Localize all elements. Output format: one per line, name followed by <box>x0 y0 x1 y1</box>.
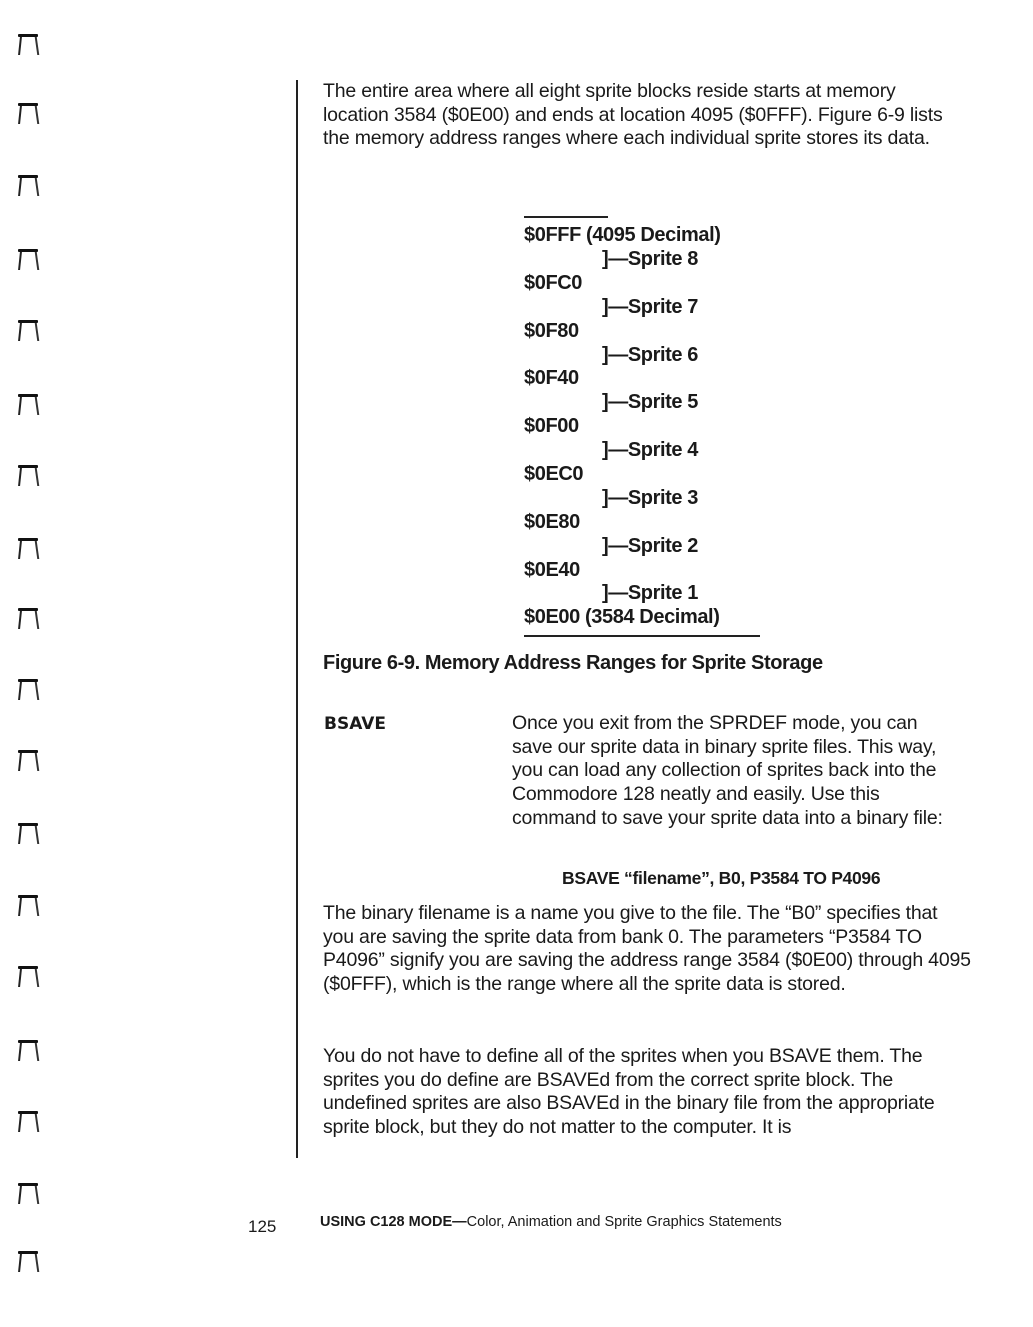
bsave-term: BSAVE <box>324 714 386 734</box>
memory-address: $0F80 <box>524 320 579 342</box>
binder-tab <box>14 34 40 60</box>
memory-address-top: $0FFF (4095 Decimal) <box>524 224 721 246</box>
memory-map-top-rule <box>524 216 608 218</box>
binder-tab <box>14 1251 40 1277</box>
sprite-range-8: ]—Sprite 8 <box>602 248 699 270</box>
memory-address: $0F40 <box>524 367 579 389</box>
sprite-range-1: ]—Sprite 1 <box>602 582 699 604</box>
binder-tabs <box>14 0 54 1327</box>
bsave-command: BSAVE “filename”, B0, P3584 TO P4096 <box>562 868 881 888</box>
binder-tab <box>14 320 40 346</box>
footer-section: USING C128 MODE— <box>320 1214 467 1230</box>
binder-tab <box>14 750 40 776</box>
intro-paragraph: The entire area where all eight sprite blocks reside starts at memory location 3584 ($0E00) and ends at location 4095 ($0FFF). Figure 6-9 lists the memory address ranges where each individual sprite stores its data. <box>323 80 943 150</box>
sprite-range-6: ]—Sprite 6 <box>602 344 699 366</box>
binder-tab <box>14 103 40 129</box>
body-paragraph: The binary filename is a name you give to the file. The “B0” specifies that you are saving the sprite data from bank 0. The parameters “P3584 TO P4096” signify you are saving the address range 3584 ($0E00) through 4095 ($0FFF), which is the range where all the sprite data is stored. <box>323 902 971 996</box>
binder-tab <box>14 538 40 564</box>
footer-title: Color, Animation and Sprite Graphics Statements <box>466 1214 782 1230</box>
binder-tab <box>14 465 40 491</box>
memory-address: $0EC0 <box>524 463 584 485</box>
memory-address-bottom: $0E00 (3584 Decimal) <box>524 606 720 628</box>
binder-tab <box>14 1183 40 1209</box>
binder-tab <box>14 679 40 705</box>
binder-tab <box>14 249 40 275</box>
binder-tab <box>14 823 40 849</box>
page-number: 125 <box>248 1217 277 1236</box>
sprite-range-7: ]—Sprite 7 <box>602 296 699 318</box>
bsave-definition: Once you exit from the SPRDEF mode, you can save our sprite data in binary sprite files. This way, you can load any collection of sprites back into the Commodore 128 neatly and easily. Use this command to save your sprite data into a binary file: <box>512 712 943 829</box>
binder-tab <box>14 1111 40 1137</box>
sprite-range-2: ]—Sprite 2 <box>602 535 699 557</box>
memory-map-figure <box>524 216 760 637</box>
binder-tab <box>14 1040 40 1066</box>
memory-address: $0F00 <box>524 415 579 437</box>
binder-tab <box>14 394 40 420</box>
memory-address: $0E80 <box>524 511 580 533</box>
binder-tab <box>14 175 40 201</box>
memory-address: $0FC0 <box>524 272 583 294</box>
memory-address: $0E40 <box>524 559 580 581</box>
running-footer <box>320 1214 782 1230</box>
sprite-range-5: ]—Sprite 5 <box>602 391 699 413</box>
binder-tab <box>14 966 40 992</box>
binder-tab <box>14 895 40 921</box>
sprite-range-4: ]—Sprite 4 <box>602 439 699 461</box>
memory-map-bottom-rule <box>524 635 760 637</box>
sprite-range-3: ]—Sprite 3 <box>602 487 699 509</box>
binder-tab <box>14 608 40 634</box>
margin-rule <box>296 80 298 1158</box>
body-paragraph: You do not have to define all of the sprites when you BSAVE them. The sprites you do define are BSAVEd from the correct sprite block. The undefined sprites are also BSAVEd in the binary file from the appropriate sprite block, but they do not matter to the computer. It is <box>323 1045 935 1139</box>
figure-caption: Figure 6-9. Memory Address Ranges for Sprite Storage <box>323 652 823 674</box>
